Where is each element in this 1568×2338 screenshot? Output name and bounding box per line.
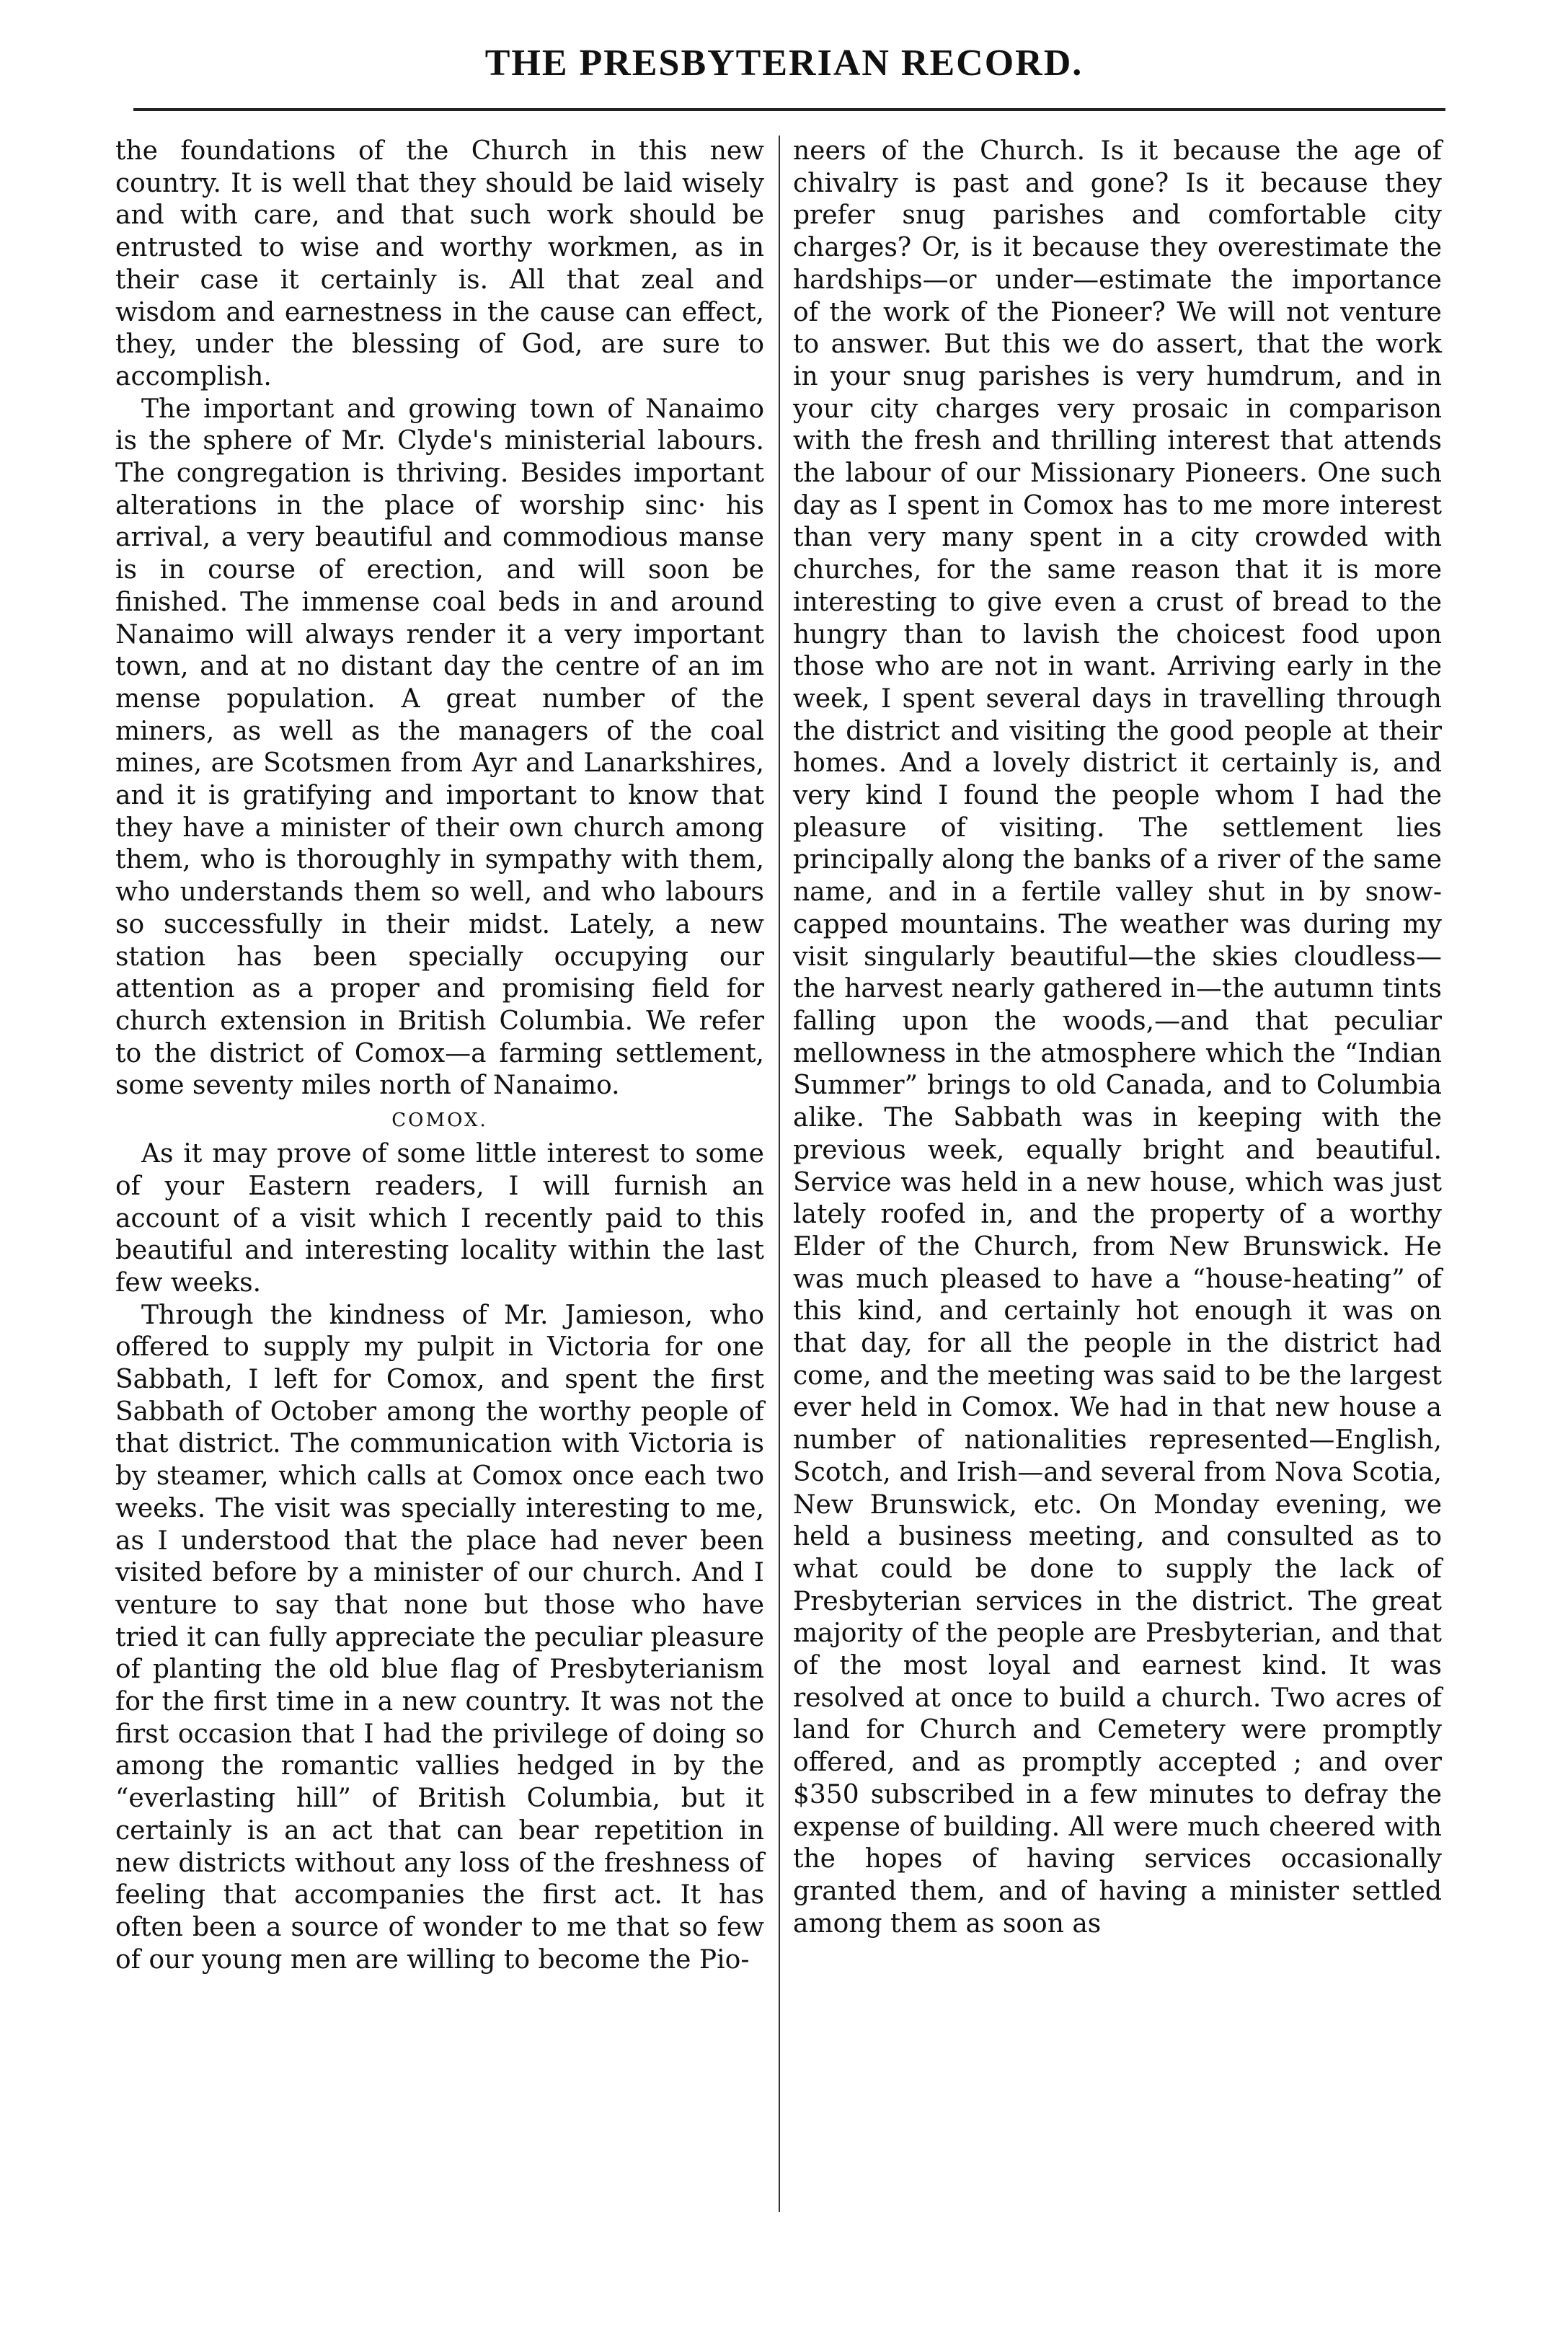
section-heading-comox: COMOX.: [391, 1110, 488, 1132]
header-rule: [133, 108, 1445, 111]
left-paragraph-4: Through the kindness of Mr. Jamieson, who offered to supply my pulpit in Victoria for one Sabbath, I left for Comox, and spent the first Sabbath of October among the worthy people of that district. The communication with Victoria is by steamer, which calls at Comox once each two weeks. The visit was specially interesting to me, as I understood that the place had never been visited before by a minister of our church. And I venture to say that none but those who have tried it can fully appreciate the peculiar pleasure of planting the old blue flag of Presbyterianism for the first time in a new country. It was not the first occasion that I had the privilege of doing so among the romantic vallies hedged in by the “everlasting hill” of British Columbia, but it certainly is an act that can bear repetition in new districts without any loss of the freshness of feeling that accompanies the first act. It has often been a source of wonder to me that so few of our young men are willing to become the Pio-: [115, 1300, 764, 1975]
left-paragraph-1: the foundations of the Church in this new country. It is well that they should be laid wisely and with care, and that such work should be entrusted to wise and worthy workmen, as in their case it certainly is. All that zeal and wisdom and earnestness in the cause can effect, they, under the blessing of God, are sure to accomplish.: [115, 136, 764, 391]
left-paragraph-2: The important and growing town of Nanaimo is the sphere of Mr. Clyde's ministerial labours. The congregation is thriving. Besides important alterations in the place of worship sinc· his arrival, a very beautiful and commodious manse is in course of erection, and will soon be finished. The immense coal beds in and around Nanaimo will always render it a very important town, and at no distant day the centre of an im mense population. A great number of the miners, as well as the managers of the coal mines, are Scotsmen from Ayr and Lanarkshires, and it is gratifying and important to know that they have a minister of their own church among them, who is thoroughly in sympathy with them, who understands them so well, and who labours so successfully in their midst. Lately, a new station has been specially occupying our attention as a proper and promising field for church extension in British Columbia. We refer to the district of Comox—a farming settlement, some seventy miles north of Nanaimo.: [115, 394, 764, 1101]
right-column: [793, 136, 1442, 1940]
page-header-title: THE PRESBYTERIAN RECORD.: [484, 43, 1084, 84]
left-paragraph-3: As it may prove of some little interest to some of your Eastern readers, I will furnish an account of a visit which I recently paid to this beautiful and interesting locality within the last few weeks.: [115, 1139, 764, 1298]
right-paragraph-1: neers of the Church. Is it because the age of chivalry is past and gone? Is it because they prefer snug parishes and comfortable city charges? Or, is it because they overestimate the hardships—or under—estimate the importance of the work of the Pioneer? We will not venture to answer. But this we do assert, that the work in your snug parishes is very humdrum, and in your city charges very prosaic in comparison with the fresh and thrilling interest that attends the labour of our Missionary Pioneers. One such day as I spent in Comox has to me more interest than very many spent in a city crowded with churches, for the same reason that it is more interesting to give even a crust of bread to the hungry than to lavish the choicest food upon those who are not in want. Arriving early in the week, I spent several days in travelling through the district and visiting the good people at their homes. And a lovely district it certainly is, and very kind I found the people whom I had the pleasure of visiting. The settlement lies principally along the banks of a river of the same name, and in a fertile valley shut in by snow-capped mountains. The weather was during my visit singularly beautiful—the skies cloudless—the harvest nearly gathered in—the autumn tints falling upon the woods,—and that peculiar mellowness in the atmosphere which the “Indian Summer” brings to old Canada, and to Columbia alike. The Sabbath was in keeping with the previous week, equally bright and beautiful. Service was held in a new house, which was just lately roofed in, and the property of a worthy Elder of the Church, from New Brunswick. He was much pleased to have a “house-heating” of this kind, and certainly hot enough it was on that day, for all the people in the district had come, and the meeting was said to be the largest ever held in Comox. We had in that new house a number of nationalities represented—English, Scotch, and Irish—and several from Nova Scotia, New Brunswick, etc. On Monday evening, we held a business meeting, and consulted as to what could be done to supply the lack of Presbyterian services in the district. The great majority of the people are Presbyterian, and that of the most loyal and earnest kind. It was resolved at once to build a church. Two acres of land for Church and Cemetery were promptly offered, and as promptly accepted ; and over $350 subscribed in a few minutes to defray the expense of building. All were much cheered with the hopes of having services occasionally granted them, and of having a minister settled among them as soon as: [793, 136, 1442, 1939]
column-divider: [779, 136, 780, 2212]
left-column: [115, 136, 764, 1976]
